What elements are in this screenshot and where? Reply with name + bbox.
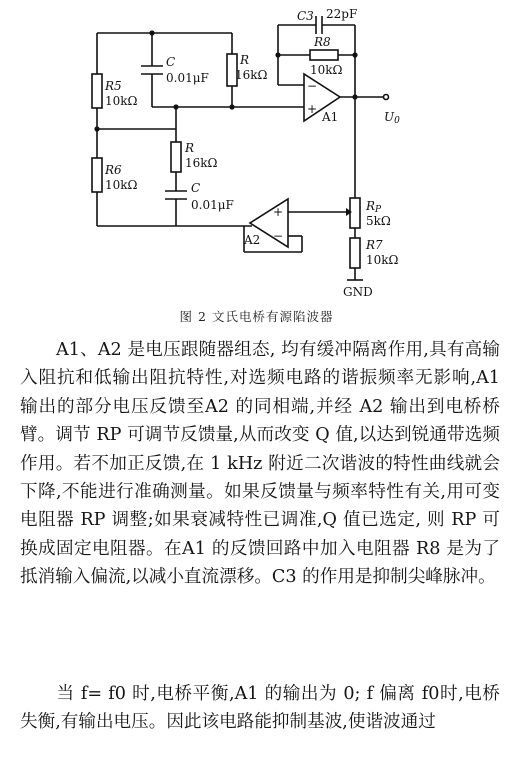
a2-minus: − <box>273 229 284 243</box>
c-mid-label: C <box>191 181 201 195</box>
junction-dot <box>352 52 357 57</box>
r-top-label: R <box>240 53 250 67</box>
uo-label: U0 <box>384 110 400 126</box>
output-terminal <box>384 95 389 100</box>
r6-value: 10kΩ <box>105 178 138 192</box>
r-mid-value: 16kΩ <box>185 156 218 170</box>
gnd-label: GND <box>343 285 373 299</box>
circuit-diagram <box>0 0 513 305</box>
r8-value: 10kΩ <box>310 63 343 77</box>
c-top-label: C <box>166 55 176 69</box>
a2-plus: + <box>273 205 284 219</box>
resistor-r8 <box>310 50 338 60</box>
body-paragraph-2 <box>20 680 500 737</box>
a1-minus: − <box>307 79 318 93</box>
resistor-r5 <box>92 74 102 108</box>
r7-label: R7 <box>366 238 383 252</box>
r-top-value: 16kΩ <box>235 68 268 82</box>
resistor-r-mid <box>171 142 181 172</box>
junction-dot <box>352 94 357 99</box>
junction-dot <box>149 30 154 35</box>
r6-label: R6 <box>105 163 122 177</box>
junction-dot <box>173 104 178 109</box>
rp-label: RP <box>366 199 382 215</box>
a2-label: A2 <box>244 233 261 247</box>
r5-value: 10kΩ <box>105 94 138 108</box>
rp-value: 5kΩ <box>366 214 391 228</box>
r5-label: R5 <box>105 79 122 93</box>
a1-plus: + <box>307 102 318 116</box>
r-mid-label: R <box>185 141 195 155</box>
junction-dot <box>229 104 234 109</box>
body-paragraph-1 <box>20 336 500 592</box>
junction-dot <box>275 52 280 57</box>
paragraph-1-text: A1、A2 是电压跟随器组态, 均有缓冲隔离作用,具有高输入阻抗和低输出阻抗特性,对选频电路的谐振频率无影响,A1 输出的部分电压反馈至A2 的同相端,并经 A2 输出到电桥桥臂。调节 RP 可调节反馈量,从而改变 Q 值,以达到锐通带选频作用。若不加正反馈,在 1 kHz 附近二次谐波的特性曲线就会下降,不能进行准确测量。如果反馈量与频率特性有关,用可变电阻器 RP 调整;如果衰减特性已调准,Q 值已选定, 则 RP 可换成固定电阻器。在A1 的反馈回路中加入电阻器 R8 是为了抵消输入偏流,以减小直流漂移。C3 的作用是抑制尖峰脉冲。 <box>20 340 500 588</box>
r8-label: R8 <box>314 35 331 49</box>
r7-value: 10kΩ <box>366 253 399 267</box>
c-mid-value: 0.01μF <box>191 198 234 212</box>
paragraph-2-text: 当 f= f0 时,电桥平衡,A1 的输出为 0; f 偏离 f0时,电桥失衡,有输出电压。因此该电路能抑制基波,使谐波通过 <box>20 684 500 733</box>
junction-dot <box>94 126 99 131</box>
a1-label: A1 <box>322 110 339 124</box>
potentiometer-rp <box>350 198 360 228</box>
c3-value: 22pF <box>326 7 358 21</box>
c3-label: C3 <box>297 9 314 23</box>
figure-caption: 图 2 文氏电桥有源陷波器 <box>179 309 334 324</box>
wiper-arrow <box>346 208 352 216</box>
c-top-value: 0.01μF <box>166 71 209 85</box>
resistor-r7 <box>350 238 360 268</box>
resistor-r6 <box>92 158 102 192</box>
